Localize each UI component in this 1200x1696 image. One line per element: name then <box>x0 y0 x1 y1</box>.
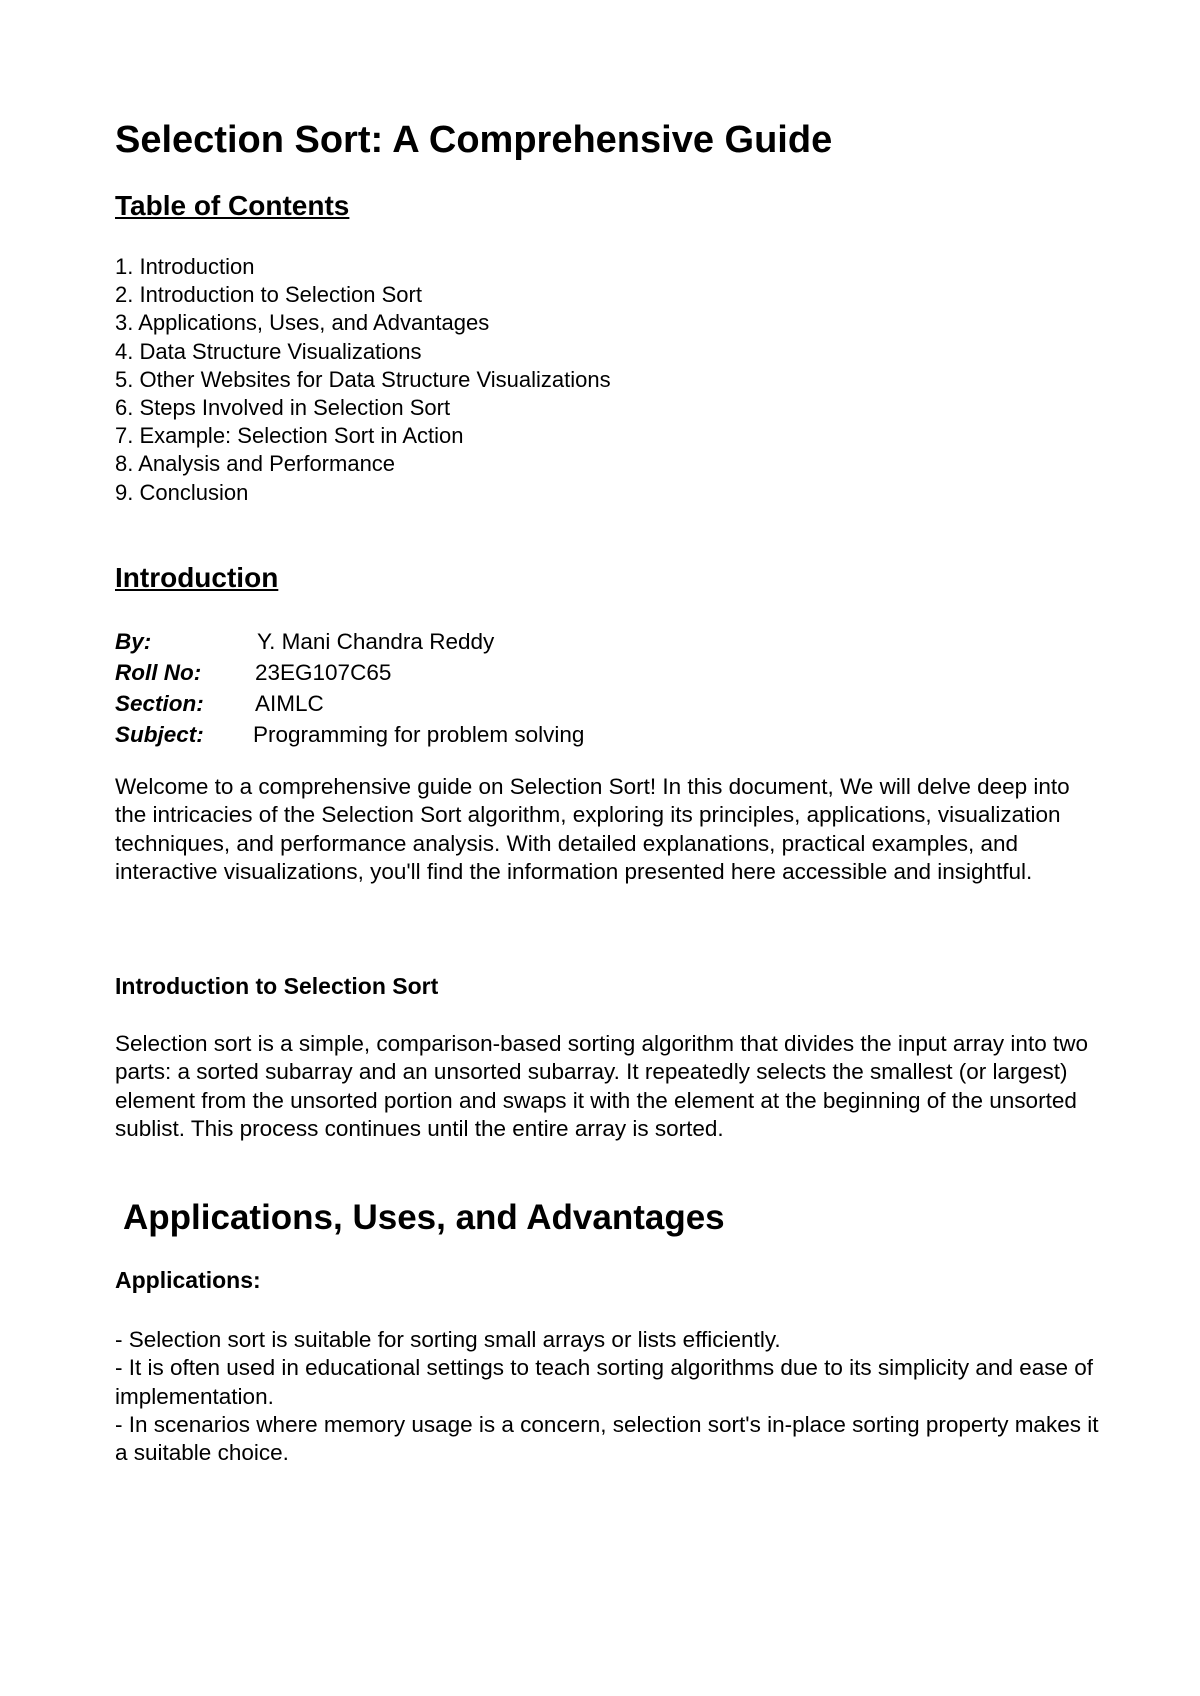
section-value: AIMLC <box>255 691 324 716</box>
document-title: Selection Sort: A Comprehensive Guide <box>115 119 833 161</box>
toc-item: 5. Other Websites for Data Structure Visualizations <box>115 366 611 392</box>
toc-item: 7. Example: Selection Sort in Action <box>115 423 464 449</box>
toc-item: 3. Applications, Uses, and Advantages <box>115 310 490 336</box>
table-of-contents <box>115 253 611 507</box>
toc-item: 6. Steps Involved in Selection Sort <box>115 395 451 421</box>
author-label: By: <box>115 629 152 654</box>
toc-item: 2. Introduction to Selection Sort <box>115 282 422 308</box>
roll-number-label: Roll No: <box>115 660 202 685</box>
applications-section-heading: Applications, Uses, and Advantages <box>123 1198 725 1237</box>
list-item: - In scenarios where memory usage is a concern, selection sort's in-place sorting property makes it a suitable choice. <box>115 1411 1099 1466</box>
selection-sort-heading: Introduction to Selection Sort <box>115 973 439 999</box>
introduction-heading: Introduction <box>115 562 279 593</box>
author-value: Y. Mani Chandra Reddy <box>257 629 495 654</box>
applications-subheading: Applications: <box>115 1267 261 1293</box>
intro-paragraph: Welcome to a comprehensive guide on Selection Sort! In this document, We will delve deep into the intricacies of the Selection Sort algorithm, exploring its principles, applications, visualization techniques, and performance analysis. With detailed explanations, practical examples, and interactive visualizations, you'll find the information presented here accessible and insightful. <box>115 774 1070 884</box>
list-item: - It is often used in educational settings to teach sorting algorithms due to its simplicity and ease of implementation. <box>115 1355 1094 1409</box>
toc-item: 4. Data Structure Visualizations <box>115 338 422 364</box>
applications-list <box>115 1326 1100 1467</box>
toc-item: 9. Conclusion <box>115 479 249 505</box>
toc-item: 8. Analysis and Performance <box>115 451 396 477</box>
toc-item: 1. Introduction <box>115 254 255 279</box>
subject-value: Programming for problem solving <box>253 722 585 747</box>
subject-label: Subject: <box>115 722 204 747</box>
roll-number-value: 23EG107C65 <box>255 660 392 685</box>
toc-heading: Table of Contents <box>115 190 350 221</box>
section-label: Section: <box>115 691 204 716</box>
selection-sort-paragraph: Selection sort is a simple, comparison-based sorting algorithm that divides the input array into two parts: a sorted subarray and an unsorted subarray. It repeatedly selects the smallest (or largest) element from the unsorted portion and swaps it with the element at the beginning of the unsorted sublist. This process continues until the entire array is sorted. <box>115 1031 1088 1141</box>
list-item: - Selection sort is suitable for sorting small arrays or lists efficiently. <box>115 1327 781 1352</box>
